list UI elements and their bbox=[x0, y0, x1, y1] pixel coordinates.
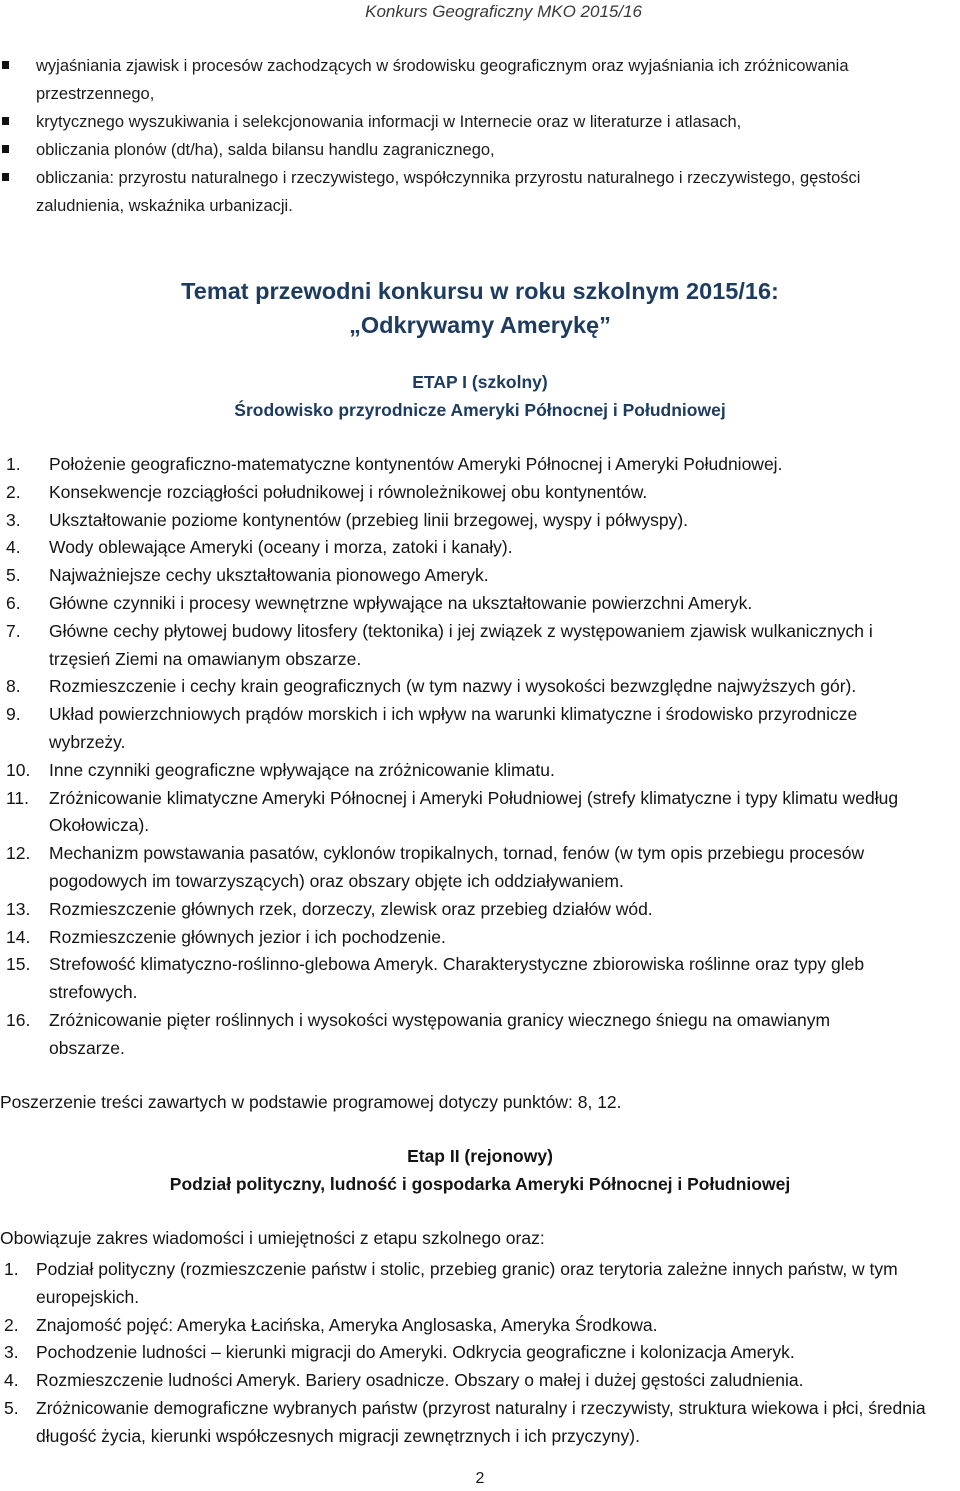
item-text: Mechanizm powstawania pasatów, cyklonów tropikalnych, tornad, fenów (w tym opis przebiegu procesów pogodowych im towarzyszących) oraz obszary objęte ich oddziaływaniem. bbox=[49, 843, 865, 891]
stage-2-intro: Obowiązuje zakres wiadomości i umiejętności z etapu szkolnego oraz: bbox=[0, 1228, 545, 1248]
list-item bbox=[0, 590, 949, 618]
item-number: 3. bbox=[6, 509, 21, 530]
list-item bbox=[0, 451, 949, 479]
item-number: 7. bbox=[6, 620, 21, 641]
item-number: 14. bbox=[6, 926, 31, 947]
stage-1-subtitle: Środowisko przyrodnicze Ameryki Północnej i Południowej bbox=[234, 400, 726, 420]
list-item bbox=[0, 924, 949, 952]
square-bullet-icon bbox=[2, 145, 9, 153]
square-bullet-icon bbox=[2, 173, 9, 181]
item-number: 3. bbox=[4, 1342, 19, 1363]
list-item bbox=[0, 951, 949, 1007]
stage-2-topic-list bbox=[0, 1256, 960, 1451]
item-number: 15. bbox=[6, 954, 31, 975]
stage-2-subtitle: Podział polityczny, ludność i gospodarka Ameryki Północnej i Południowej bbox=[169, 1174, 791, 1194]
item-number: 6. bbox=[6, 592, 21, 613]
item-text: Zróżnicowanie pięter roślinnych i wysokości występowania granicy wiecznego śniegu na omawianym obszarze. bbox=[49, 1009, 831, 1058]
item-number: 8. bbox=[6, 676, 21, 697]
item-number: 5. bbox=[4, 1397, 19, 1418]
item-number: 4. bbox=[6, 537, 21, 558]
bullet-text: obliczania plonów (dt/ha), salda bilansu handlu zagranicznego, bbox=[36, 141, 495, 159]
list-item bbox=[0, 534, 949, 562]
item-text: Zróżnicowanie klimatyczne Ameryki Północnej i Ameryki Południowej (strefy klimatyczne i typy klimatu według Okołowicza). bbox=[49, 787, 899, 836]
item-number: 16. bbox=[6, 1009, 31, 1030]
list-item bbox=[0, 1367, 960, 1395]
item-number: 12. bbox=[6, 843, 31, 864]
list-item bbox=[0, 1312, 960, 1340]
item-number: 10. bbox=[6, 759, 31, 780]
item-text: Konsekwencje rozciągłości południkowej i równoleżnikowej obu kontynentów. bbox=[49, 481, 648, 502]
item-text: Rozmieszczenie głównych jezior i ich pochodzenie. bbox=[49, 926, 446, 947]
list-item bbox=[0, 673, 949, 701]
item-text: Położenie geograficzno-matematyczne kontynentów Ameryki Północnej i Ameryki Południowej. bbox=[49, 454, 783, 474]
skills-bullet-list bbox=[0, 52, 960, 220]
item-text: Główne cechy płytowej budowy litosfery (tektonika) i jej związek z występowaniem zjawisk wulkanicznych i trzęsień Ziemi na omawianym obszarze. bbox=[49, 620, 873, 669]
bullet-item bbox=[0, 164, 960, 220]
list-item bbox=[0, 757, 949, 785]
list-item bbox=[0, 1395, 960, 1451]
bullet-text: krytycznego wyszukiwania i selekcjonowania informacji w Internecie oraz w literaturze i atlasach, bbox=[36, 113, 742, 131]
bullet-text: wyjaśniania zjawisk i procesów zachodzących w środowisku geograficznym oraz wyjaśniania ich zróżnicowania przestrzennego, bbox=[36, 57, 849, 103]
item-text: Rozmieszczenie głównych rzek, dorzeczy, zlewisk oraz przebieg działów wód. bbox=[49, 898, 653, 919]
item-number: 1. bbox=[4, 1259, 19, 1279]
item-number: 2. bbox=[4, 1314, 19, 1335]
list-item bbox=[0, 479, 949, 507]
list-item bbox=[0, 701, 949, 757]
list-item bbox=[0, 840, 949, 896]
item-text: Najważniejsze cechy ukształtowania pionowego Ameryk. bbox=[49, 565, 489, 586]
list-item bbox=[0, 1007, 949, 1063]
extension-note: Poszerzenie treści zawartych w podstawie programowej dotyczy punktów: 8, 12. bbox=[0, 1092, 622, 1112]
list-item bbox=[0, 618, 949, 674]
stage-1-topic-list bbox=[0, 451, 949, 1063]
item-number: 5. bbox=[6, 565, 21, 586]
list-item bbox=[0, 785, 949, 841]
item-text: Podział polityczny (rozmieszczenie państw i stolic, przebieg granic) oraz terytoria zależne innych państw, w tym europejskich. bbox=[36, 1259, 898, 1307]
list-item bbox=[0, 1339, 960, 1367]
theme-title: „Odkrywamy Amerykę” bbox=[349, 312, 611, 338]
item-number: 11. bbox=[6, 787, 30, 808]
list-item bbox=[0, 896, 949, 924]
running-header: Konkurs Geograficzny MKO 2015/16 bbox=[365, 2, 642, 21]
item-text: Znajomość pojęć: Ameryka Łacińska, Ameryka Anglosaska, Ameryka Środkowa. bbox=[36, 1314, 658, 1335]
square-bullet-icon bbox=[2, 117, 9, 125]
item-text: Zróżnicowanie demograficzne wybranych państw (przyrost naturalny i rzeczywisty, struktura wiekowa i płci, średnia długość życia, kierunki współczesnych migracji zewnętrznych i ich przyczyny). bbox=[36, 1397, 926, 1446]
item-text: Pochodzenie ludności – kierunki migracji do Ameryki. Odkrycia geograficzne i kolonizacja Ameryk. bbox=[36, 1342, 795, 1363]
square-bullet-icon bbox=[2, 61, 9, 69]
item-text: Strefowość klimatyczno-roślinno-glebowa Ameryk. Charakterystyczne zbiorowiska roślinne oraz typy gleb strefowych. bbox=[49, 954, 865, 1003]
stage-2-title: Etap II (rejonowy) bbox=[407, 1146, 553, 1166]
item-number: 13. bbox=[6, 898, 31, 919]
item-text: Układ powierzchniowych prądów morskich i ich wpływ na warunki klimatyczne i środowisko przyrodnicze wybrzeży. bbox=[49, 704, 858, 752]
bullet-text: obliczania: przyrostu naturalnego i rzeczywistego, współczynnika przyrostu naturalnego i rzeczywistego, gęstości zaludnienia, wskaźnika urbanizacji. bbox=[36, 169, 861, 215]
item-number: 4. bbox=[4, 1370, 19, 1391]
item-text: Inne czynniki geograficzne wpływające na zróżnicowanie klimatu. bbox=[49, 759, 555, 780]
item-number: 1. bbox=[6, 454, 21, 474]
list-item bbox=[0, 1256, 960, 1312]
item-text: Ukształtowanie poziome kontynentów (przebieg linii brzegowej, wyspy i półwyspy). bbox=[49, 509, 689, 530]
list-item bbox=[0, 507, 949, 535]
bullet-item bbox=[0, 52, 960, 108]
item-number: 9. bbox=[6, 704, 21, 725]
stage-1-title: ETAP I (szkolny) bbox=[412, 372, 548, 392]
page-number: 2 bbox=[475, 1470, 485, 1487]
item-text: Główne czynniki i procesy wewnętrzne wpływające na ukształtowanie powierzchni Ameryk. bbox=[49, 592, 753, 613]
item-text: Rozmieszczenie i cechy krain geograficznych (w tym nazwy i wysokości bezwzględne najwyższych gór). bbox=[49, 676, 857, 697]
item-text: Wody oblewające Ameryki (oceany i morza, zatoki i kanały). bbox=[49, 537, 513, 558]
bullet-item bbox=[0, 136, 960, 164]
item-number: 2. bbox=[6, 481, 21, 502]
theme-heading: Temat przewodni konkursu w roku szkolnym 2015/16: bbox=[181, 278, 779, 304]
list-item bbox=[0, 562, 949, 590]
item-text: Rozmieszczenie ludności Ameryk. Bariery osadnicze. Obszary o małej i dużej gęstości zaludnienia. bbox=[36, 1370, 804, 1391]
bullet-item bbox=[0, 108, 960, 136]
